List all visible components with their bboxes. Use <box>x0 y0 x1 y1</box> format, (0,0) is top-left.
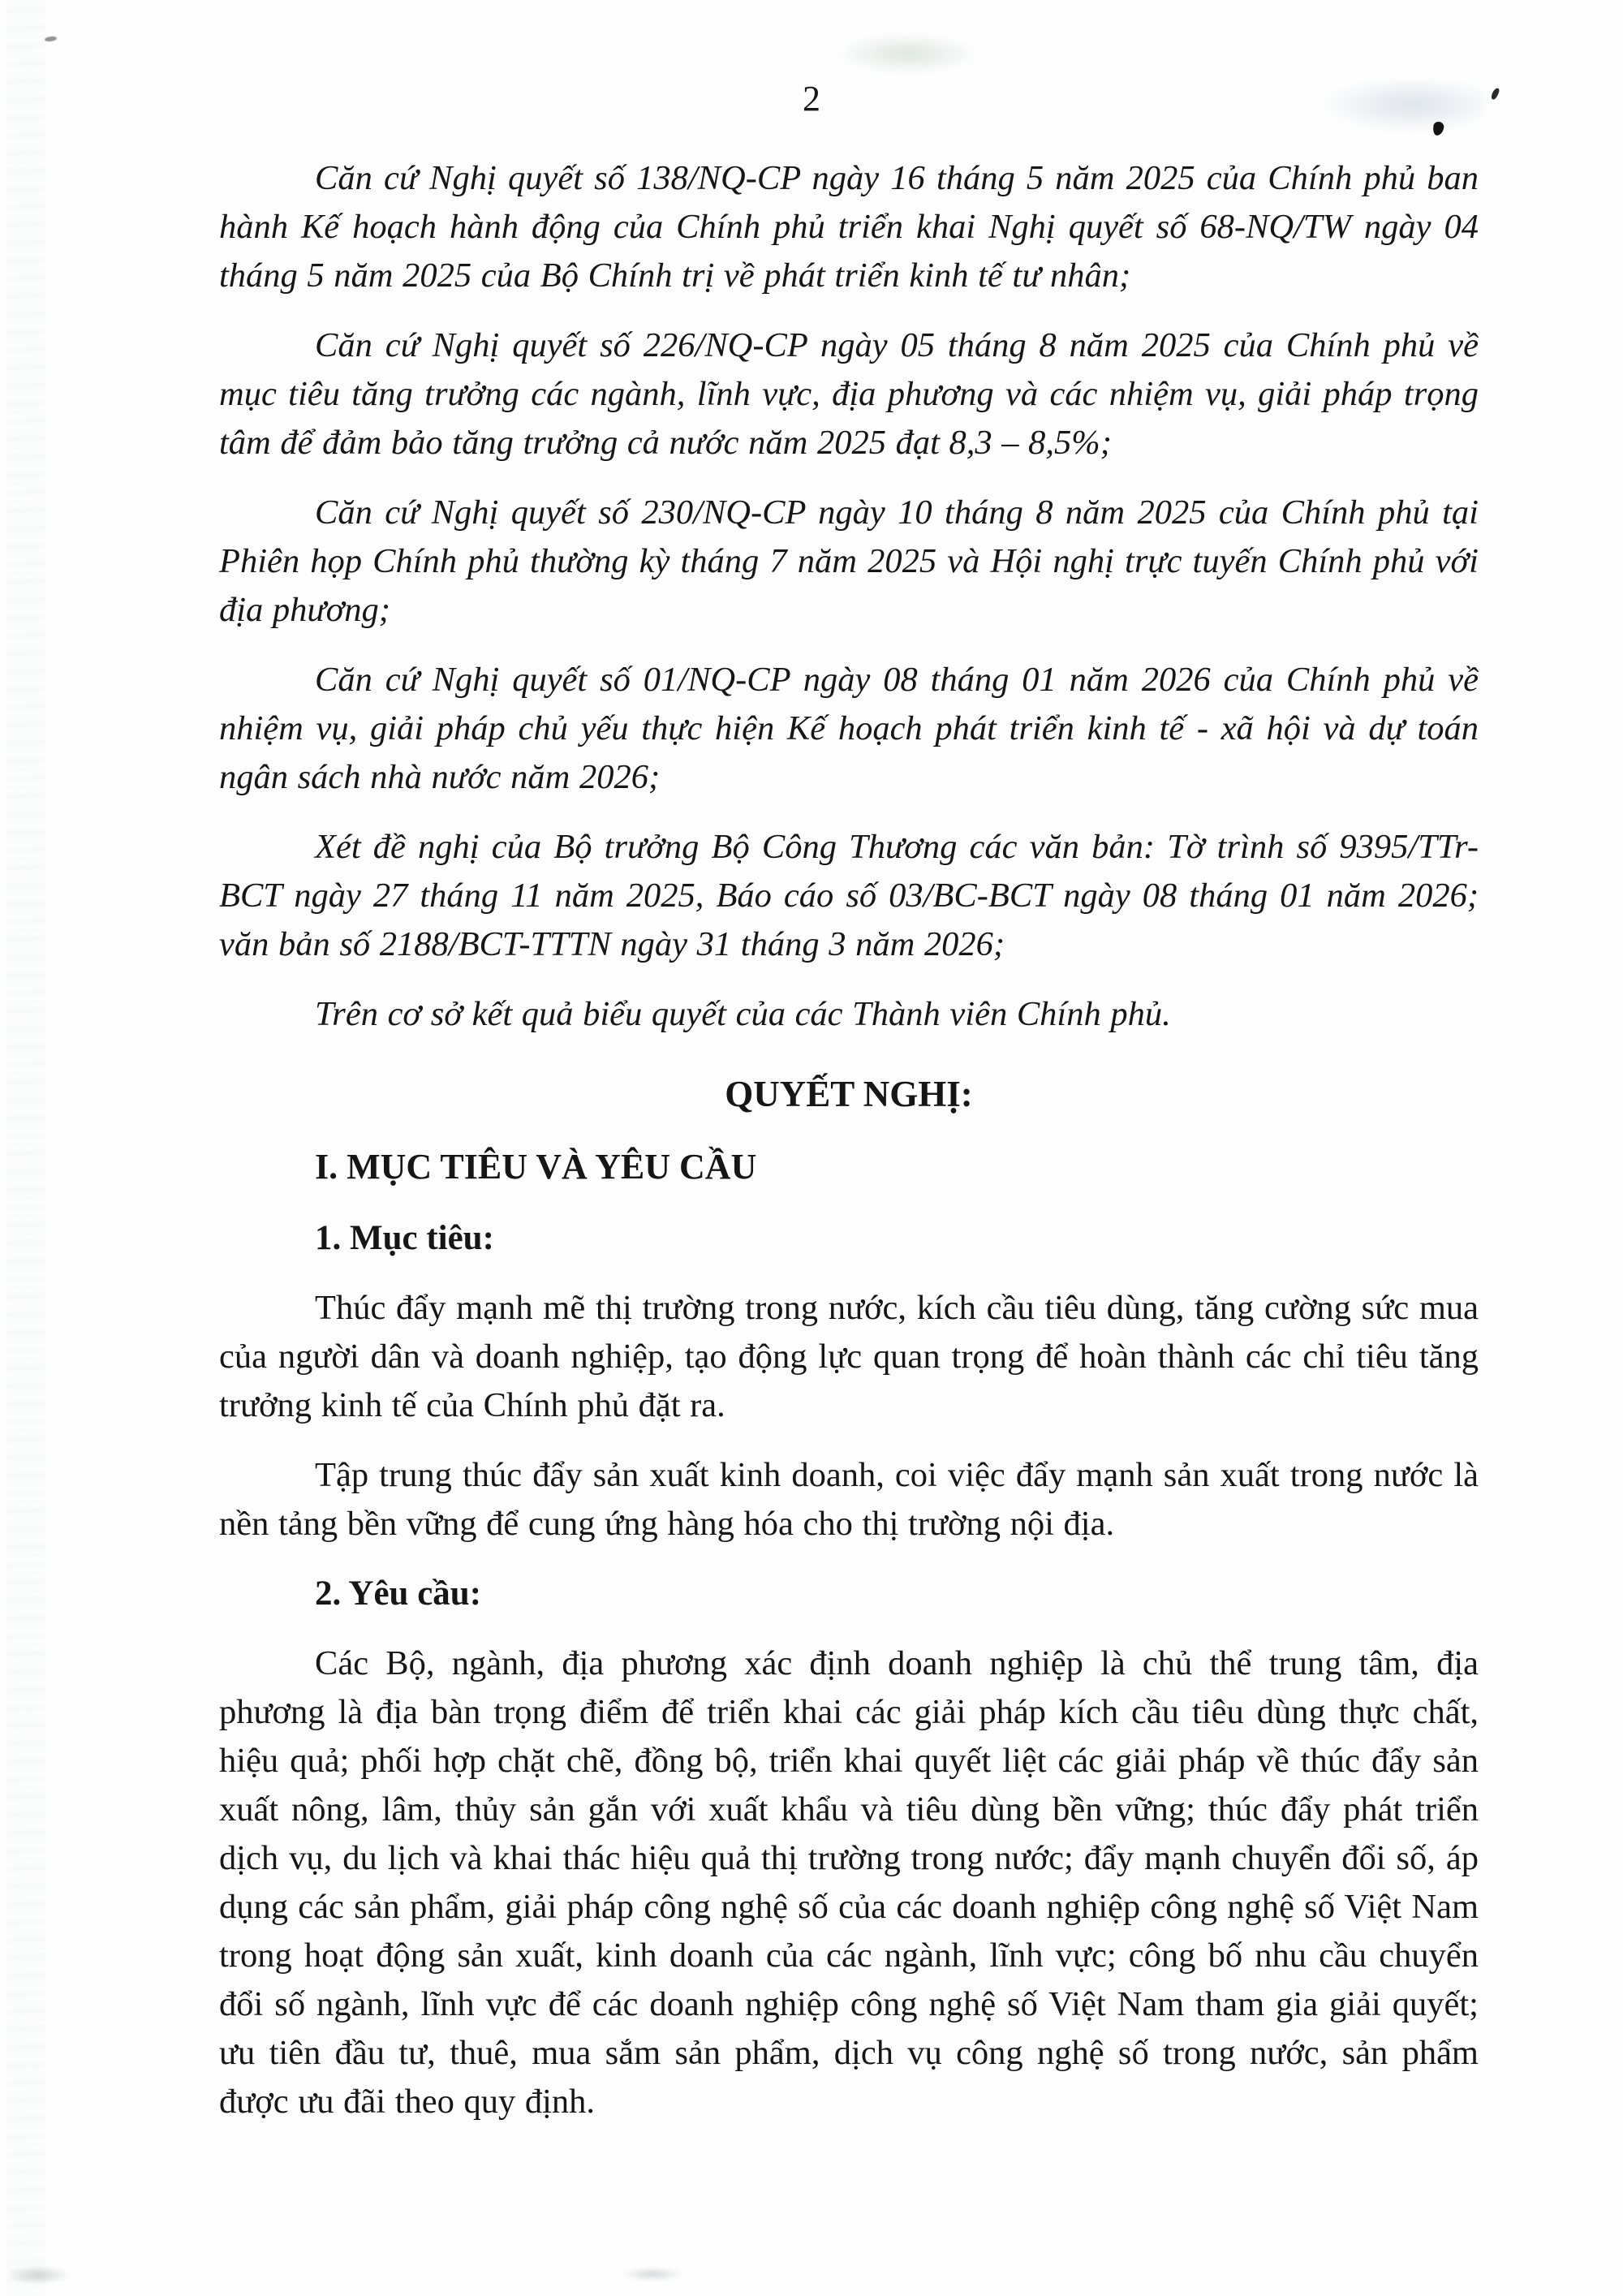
ink-dot <box>1432 121 1444 136</box>
subsection-muc-tieu-heading: 1. Mục tiêu: <box>315 1219 494 1257</box>
subsection-yeu-cau-heading: 2. Yêu cầu: <box>315 1574 482 1613</box>
recital-paragraph-2: Căn cứ Nghị quyết số 226/NQ-CP ngày 05 tháng 8 năm 2025 của Chính phủ về mục tiêu tăng trưởng các ngành, lĩnh vực, địa phương và các nhiệm vụ, giải pháp trọng tâm để đảm bảo tăng trưởng cả nước năm 2025 đạt 8,3 – 8,5%; <box>219 326 1479 462</box>
body-paragraph-yeu-cau-1: Các Bộ, ngành, địa phương xác định doanh nghiệp là chủ thể trung tâm, địa phương là địa bàn trọng điểm để triển khai các giải pháp kích cầu tiêu dùng thực chất, hiệu quả; phối hợp chặt chẽ, đồng bộ, triển khai quyết liệt các giải pháp về thúc đẩy sản xuất nông, lâm, thủy sản gắn với xuất khẩu và tiêu dùng bền vững; thúc đẩy phát triển dịch vụ, du lịch và khai thác hiệu quả thị trường trong nước; đẩy mạnh chuyển đổi số, áp dụng các sản phẩm, giải pháp công nghệ số của các doanh nghiệp công nghệ số Việt Nam trong hoạt động sản xuất, kinh doanh của các ngành, lĩnh vực; công bố nhu cầu chuyển đổi số ngành, lĩnh vực để các doanh nghiệp công nghệ số Việt Nam tham gia giải quyết; ưu tiên đầu tư, thuê, mua sắm sản phẩm, dịch vụ công nghệ số trong nước, sản phẩm được ưu đãi theo quy định. <box>219 1644 1479 2121</box>
body-paragraph-muc-tieu-2: Tập trung thúc đẩy sản xuất kinh doanh, coi việc đẩy mạnh sản xuất trong nước là nền tảng bền vững để cung ứng hàng hóa cho thị trường nội địa. <box>219 1456 1479 1543</box>
scan-noise-band <box>6 0 45 2296</box>
scan-smudge-top-center <box>834 32 980 75</box>
recital-paragraph-5: Xét đề nghị của Bộ trưởng Bộ Công Thương các văn bản: Tờ trình số 9395/TTr-BCT ngày 27 tháng 11 năm 2025, Báo cáo số 03/BC-BCT ngày 08 tháng 01 năm 2026; văn bản số 2188/BCT-TTTN ngày 31 tháng 3 năm 2026; <box>219 828 1479 963</box>
document-content <box>219 154 1479 2147</box>
scan-smudge-bottom-center <box>623 2268 682 2281</box>
recital-paragraph-4: Căn cứ Nghị quyết số 01/NQ-CP ngày 08 tháng 01 năm 2026 của Chính phủ về nhiệm vụ, giải pháp chủ yếu thực hiện Kế hoạch phát triển kinh tế - xã hội và dự toán ngân sách nhà nước năm 2026; <box>219 661 1479 796</box>
page-number: 2 <box>803 79 820 118</box>
ink-speck-top-left <box>45 36 58 42</box>
body-paragraph-muc-tieu-1: Thúc đẩy mạnh mẽ thị trường trong nước, kích cầu tiêu dùng, tăng cường sức mua của người dân và doanh nghiệp, tạo động lực quan trọng để hoàn thành các chỉ tiêu tăng trưởng kinh tế của Chính phủ đặt ra. <box>219 1289 1479 1424</box>
section-i-heading: I. MỤC TIÊU VÀ YÊU CẦU <box>315 1147 757 1187</box>
recital-paragraph-3: Căn cứ Nghị quyết số 230/NQ-CP ngày 10 tháng 8 năm 2025 của Chính phủ tại Phiên họp Chính phủ thường kỳ tháng 7 năm 2025 và Hội nghị trực tuyến Chính phủ với địa phương; <box>219 493 1479 629</box>
recital-paragraph-6: Trên cơ sở kết quả biểu quyết của các Thành viên Chính phủ. <box>315 995 1171 1033</box>
recital-paragraph-1: Căn cứ Nghị quyết số 138/NQ-CP ngày 16 tháng 5 năm 2025 của Chính phủ ban hành Kế hoạch hành động của Chính phủ triển khai Nghị quyết số 68-NQ/TW ngày 04 tháng 5 năm 2025 của Bộ Chính trị về phát triển kinh tế tư nhân; <box>219 159 1479 295</box>
resolution-heading: QUYẾT NGHỊ: <box>725 1074 973 1114</box>
